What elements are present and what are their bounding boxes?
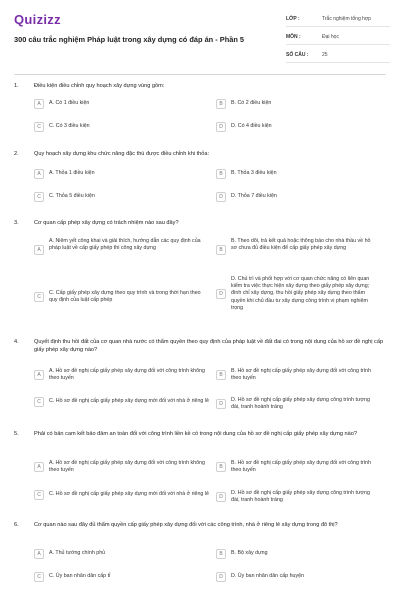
option-letter-badge: A [34, 462, 44, 472]
option-text: D. Thỏa 7 điều kiện [231, 193, 277, 200]
option-letter-badge: B [216, 169, 226, 179]
option-letter-badge: B [216, 370, 226, 380]
option-letter-badge: C [34, 572, 44, 582]
option-a[interactable] [34, 99, 204, 109]
option-b[interactable] [216, 368, 372, 382]
option-letter-badge: C [34, 397, 44, 407]
option-text: B. Hồ sơ đề nghị cấp giấy phép xây dựng đối với công trình theo tuyến [231, 368, 372, 382]
option-letter-badge: B [216, 462, 226, 472]
option-text: C. Thỏa 5 điều kiện [49, 193, 95, 200]
option-d[interactable] [216, 192, 372, 202]
header-divider [14, 74, 386, 75]
question-4 [14, 338, 386, 354]
option-letter-badge: C [34, 122, 44, 132]
option-d[interactable] [216, 397, 372, 411]
option-text: B. Có 2 điều kiện [231, 100, 272, 107]
option-text: A. Niêm yết công khai và giải thích, hướng dẫn các quy định của pháp luật về cấp giấy phép thi công xây dựng [49, 238, 201, 252]
option-letter-badge: D [216, 492, 226, 502]
option-letter-badge: C [34, 292, 44, 302]
option-letter-badge: B [216, 245, 226, 255]
option-b[interactable] [216, 460, 372, 474]
meta-panel [286, 12, 390, 66]
option-letter-badge: A [34, 99, 44, 109]
option-a[interactable] [34, 368, 210, 382]
option-letter-badge: D [216, 122, 226, 132]
option-text: D. Chủ trì và phối hợp với cơ quan chức năng có liên quan kiểm tra việc thực hiện xây dựng theo giấy phép xây dựng; đình chỉ xây dựng, thu hồi giấy phép xây dựng theo thẩm quyền khi chủ đầu tư xây dựng công trình vi phạm nghiêm trọng [231, 276, 370, 311]
option-text: A. Thủ tướng chính phủ [49, 550, 106, 557]
option-c[interactable] [34, 572, 210, 582]
option-a[interactable] [34, 238, 210, 255]
option-letter-badge: C [34, 490, 44, 500]
option-text: B. Hồ sơ đề nghị cấp giấy phép xây dựng đối với công trình theo tuyến [231, 460, 372, 474]
option-c[interactable] [34, 290, 210, 304]
option-text: C. Có 3 điều kiện [49, 123, 90, 130]
question-number: 5. [14, 431, 19, 437]
option-text: A. Có 1 điều kiện [49, 100, 90, 107]
option-a[interactable] [34, 549, 210, 559]
option-letter-badge: C [34, 192, 44, 202]
option-text: A. Thỏa 1 điều kiện [49, 170, 95, 177]
option-letter-badge: D [216, 572, 226, 582]
option-letter-badge: B [216, 99, 226, 109]
option-text: C. Cấp giấy phép xây dựng theo quy trình và trong thời hạn theo quy định của luật cấp phép [49, 290, 201, 304]
option-text: D. Hồ sơ đề nghị cấp giấy phép xây dựng công trình tượng đài, tranh hoành tráng [231, 490, 370, 504]
question-5 [14, 430, 386, 438]
option-text: C. Hồ sơ đề nghị cấp giấy phép xây dựng mới đối với nhà ở riêng lẻ [49, 491, 209, 498]
option-b[interactable] [216, 99, 372, 109]
meta-value: Trắc nghiệm tổng hợp [322, 16, 371, 22]
option-d[interactable] [216, 572, 372, 582]
option-a[interactable] [34, 169, 204, 179]
meta-row-count [286, 48, 390, 63]
meta-row-class [286, 12, 390, 27]
question-2 [14, 150, 386, 158]
option-text: A. Hồ sơ đề nghị cấp giấy phép xây dựng đối với công trình không theo tuyến [49, 368, 205, 382]
option-text: B. Theo dõi, trả kết quả hoặc thông báo cho nhà thầu về hồ sơ chưa đủ điều kiện để cấp giấy phép xây dựng [231, 238, 371, 252]
meta-label: LỚP : [286, 16, 300, 22]
option-text: C. Hồ sơ đề nghị cấp giấy phép xây dựng mới đối với nhà ở riêng lẻ [49, 398, 209, 405]
question-number: 1. [14, 83, 19, 89]
question-text: Quy hoạch xây dựng khu chức năng đặc thù được điều chỉnh khi thỏa: [34, 151, 210, 157]
option-letter-badge: D [216, 192, 226, 202]
option-d[interactable] [216, 276, 372, 312]
option-a[interactable] [34, 460, 210, 474]
option-text: B. Bộ xây dựng [231, 550, 268, 557]
meta-label: SỐ CÂU : [286, 52, 309, 58]
option-c[interactable] [34, 490, 210, 500]
option-letter-badge: A [34, 169, 44, 179]
option-b[interactable] [216, 169, 372, 179]
option-text: C. Ủy ban nhân dân cấp tỉ [49, 573, 111, 580]
question-number: 3. [14, 220, 19, 226]
option-text: D. Hồ sơ đề nghị cấp giấy phép xây dựng công trình tượng đài, tranh hoành tráng [231, 397, 370, 411]
question-text: Phải có bản cam kết bảo đảm an toàn đối với công trình liền kề có trong nội dung của hồ sơ đề nghị cấp giấy phép xây dựng nào? [34, 431, 357, 437]
option-c[interactable] [34, 192, 204, 202]
page-header [0, 0, 400, 70]
option-c[interactable] [34, 397, 210, 407]
question-6 [14, 521, 386, 529]
option-letter-badge: D [216, 289, 226, 299]
question-number: 6. [14, 522, 19, 528]
option-text: D. Ủy ban nhân dân cấp huyện [231, 573, 305, 580]
option-text: B. Thỏa 3 điều kiện [231, 170, 277, 177]
meta-row-subject [286, 30, 390, 45]
meta-value: Đại học [322, 34, 339, 40]
option-letter-badge: A [34, 370, 44, 380]
brand-logo: Quizizz [14, 12, 61, 27]
option-b[interactable] [216, 549, 372, 559]
question-3 [14, 219, 386, 227]
question-text: Điều kiện điều chỉnh quy hoạch xây dựng vùng gồm: [34, 83, 165, 89]
option-letter-badge: A [34, 549, 44, 559]
question-1 [14, 82, 386, 90]
document-title: 300 câu trắc nghiệm Pháp luật trong xây dựng có đáp án - Phần 5 [14, 35, 244, 44]
option-c[interactable] [34, 122, 204, 132]
question-text: Cơ quan nào sau đây đủ thẩm quyền cấp giấy phép xây dựng đối với các công trình, nhà ở riêng lẻ xây dựng trong đô thị? [34, 522, 338, 528]
option-letter-badge: D [216, 399, 226, 409]
meta-label: MÔN : [286, 34, 301, 40]
meta-value: 25 [322, 52, 328, 58]
question-number: 4. [14, 339, 19, 345]
question-text: Quyết định thu hồi đất của cơ quan nhà nước có thẩm quyền theo quy định của pháp luật về đất đai có trong nội dung của hồ sơ đề nghị cấp giấy phép xây dựng nào? [34, 339, 384, 353]
question-text: Cơ quan cấp phép xây dựng có trách nhiệm nào sau đây? [34, 220, 179, 226]
option-letter-badge: B [216, 549, 226, 559]
option-b[interactable] [216, 238, 372, 255]
option-d[interactable] [216, 490, 372, 504]
option-d[interactable] [216, 122, 372, 132]
option-text: D. Có 4 điều kiện [231, 123, 272, 130]
option-text: A. Hồ sơ đề nghị cấp giấy phép xây dựng đối với công trình không theo tuyến [49, 460, 205, 474]
option-letter-badge: A [34, 245, 44, 255]
question-number: 2. [14, 151, 19, 157]
